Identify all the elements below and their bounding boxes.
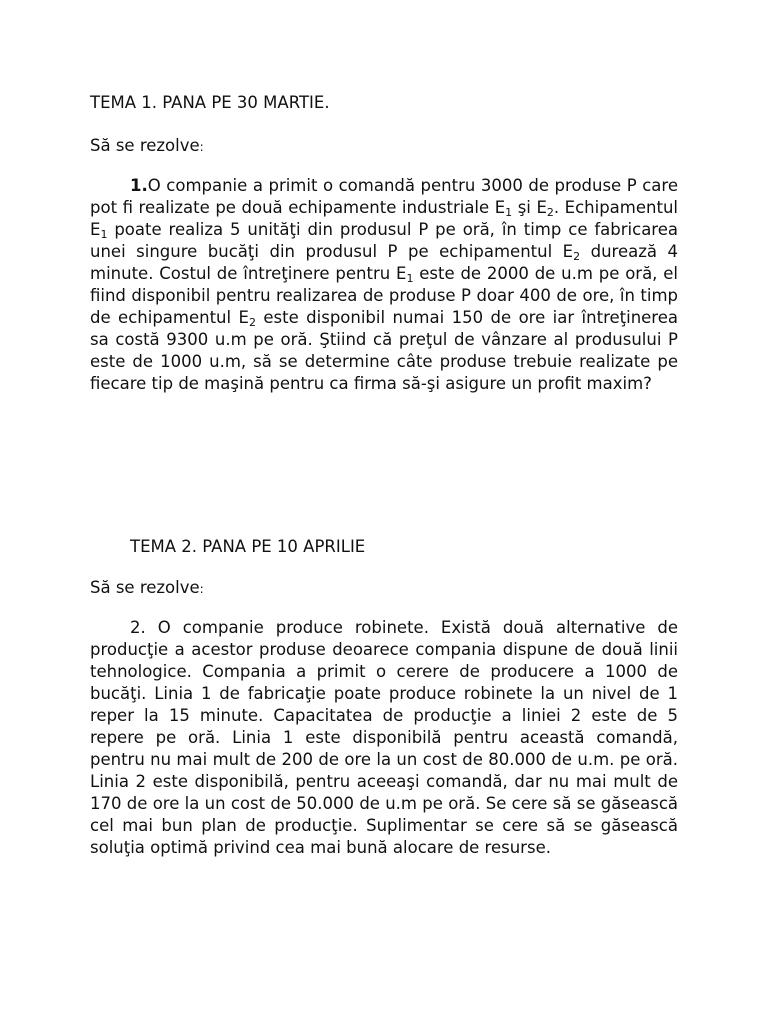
tema1-subscript-6: 2 — [248, 316, 256, 329]
tema2-subheading-text: Să se rezolve — [90, 578, 200, 597]
tema1-subscript-2: 2 — [546, 206, 554, 219]
tema2-heading: TEMA 2. PANA PE 10 APRILIE — [130, 537, 366, 556]
tema2-subheading-colon: : — [199, 582, 204, 596]
tema1-problem — [90, 175, 678, 395]
tema1-subheading-text: Să se rezolve — [90, 136, 200, 155]
tema1-subscript-1: 1 — [505, 206, 513, 219]
tema1-subheading — [90, 135, 204, 158]
tema1-text-3: . Echipamentul E — [90, 198, 678, 239]
tema1-text-5: durează 4 minute. Costul de întreţinere pentru E — [90, 242, 678, 283]
tema1-subscript-4: 2 — [573, 250, 581, 263]
tema2-problem: 2. O companie produce robinete. Există două alternative de producţie a acestor produse deoarece compania dispune de două linii tehnologice. Compania a primit o cerere de producere a 1000 de bucăţi. Linia 1 de fabricaţie poate produce robinete la un nivel de 1 reper la 15 minute. Capacitatea de producţie a liniei 2 este de 5 repere pe oră. Linia 1 este disponibilă pentru această comandă, pentru nu mai mult de 200 de ore la un cost de 80.000 de u.m. pe oră. Linia 2 este disponibilă, pentru aceeaşi comandă, dar nu mai mult de 170 de ore la un cost de 50.000 de u.m pe oră. Se cere să se găsească cel mai bun plan de producţie. Suplimentar se cere să se găsească soluţia optimă privind cea mai bună alocare de resurse. — [90, 618, 678, 857]
tema1-text-7: este disponibil numai 150 de ore iar întreţinerea sa costă 9300 u.m pe oră. Ştiind că preţul de vânzare al produsului P este de 1000 u.m, să se determine câte produse trebuie realizate pe fiecare tip de maşină pentru ca firma să-şi asigure un profit maxim? — [90, 308, 678, 393]
tema1-text-2: şi E — [512, 198, 547, 217]
tema1-text-1: O companie a primit o comandă pentru 3000 de produse P care pot fi realizate pe două echipamente industriale E — [90, 176, 678, 217]
tema1-text-6: este de 2000 de u.m pe oră, el fiind disponibil pentru realizarea de produse P doar 400 de ore, în timp de echipamentul E — [90, 264, 678, 327]
tema1-subscript-3: 1 — [100, 228, 108, 241]
tema2-subheading — [90, 577, 204, 600]
tema1-subscript-5: 1 — [406, 272, 414, 285]
tema1-problem-number: 1. — [130, 176, 148, 195]
tema1-subheading-colon: : — [199, 140, 204, 154]
tema1-heading: TEMA 1. PANA PE 30 MARTIE. — [90, 93, 330, 112]
tema1-text-4: poate realiza 5 unităţi din produsul P pe oră, în timp ce fabricarea unei singure bucăţi din produsul P pe echipamentul E — [90, 220, 678, 261]
